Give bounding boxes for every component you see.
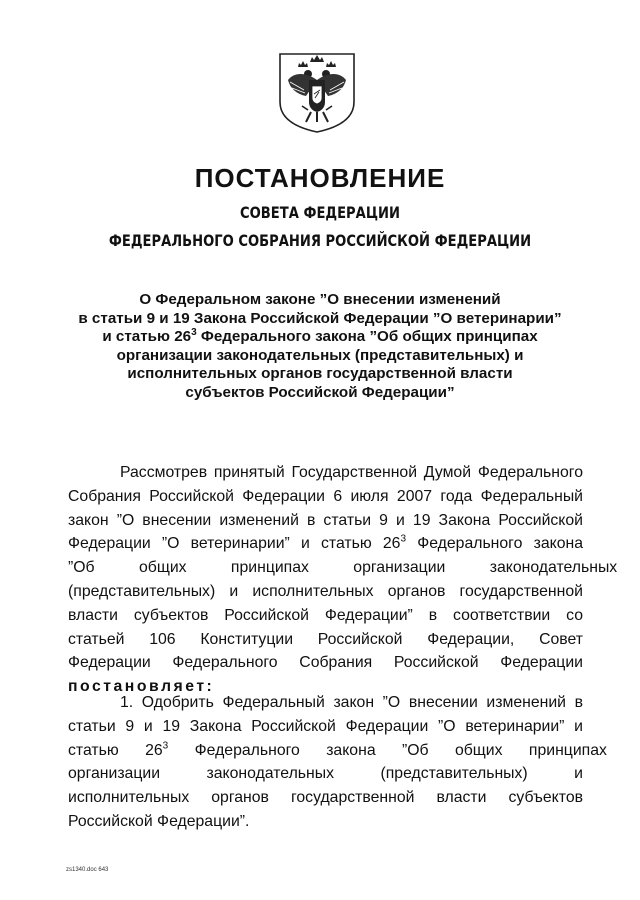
paragraph-line: исполнительных органов государственной власти субъектов (68, 789, 583, 807)
paragraph-line: (представительных) и исполнительных органов государственной (68, 582, 583, 600)
document-subtitle-assembly: ФЕДЕРАЛЬНОГО СОБРАНИЯ РОССИЙСКОЙ ФЕДЕРАЦИИ (108, 231, 532, 250)
heading-line: организации законодательных (представительных) и (116, 346, 524, 364)
paragraph-line: организации законодательных (представительных) и (68, 765, 583, 783)
paragraph-line: власти субъектов Российской Федерации” в соответствии со (68, 606, 583, 624)
paragraph-line: Федерации Федерального Собрания Российской Федерации (68, 654, 583, 672)
paragraph-line: 1. Одобрить Федеральный закон ”О внесении изменений в (120, 694, 583, 711)
resolution-item-1 (68, 691, 607, 834)
preamble-paragraph (68, 461, 618, 699)
document-file-code: zs1340.doc 643 (66, 867, 109, 873)
russian-coat-of-arms-icon (276, 50, 358, 134)
heading-line: и статью $26^3$ Федерального закона ”Об общих принципах (102, 327, 538, 346)
paragraph-line: Собрания Российской Федерации 6 июля 2007 года Федеральный (68, 487, 583, 505)
paragraph-line: закон ”О внесении изменений в статьи 9 и 19 Закона Российской (68, 511, 583, 529)
heading-line: субъектов Российской Федерации” (185, 383, 455, 401)
heading-line: исполнительных органов государственной власти (127, 365, 513, 383)
paragraph-line: Рассмотрев принятый Государственной Думой Федерального (120, 464, 583, 481)
heading-line: О Федеральном законе ”О внесении изменений (139, 291, 501, 308)
paragraph-line: Российской Федерации”. (68, 812, 250, 830)
resolution-verb: постановляет: (68, 678, 215, 696)
document-subtitle-council: СОВЕТА ФЕДЕРАЦИИ (240, 203, 400, 222)
paragraph-line: Федерации ”О ветеринарии” и статью $26^3$ Федерального закона (68, 534, 583, 553)
document-title: ПОСТАНОВЛЕНИЕ (194, 163, 446, 193)
paragraph-line: статьи 9 и 19 Закона Российской Федерации ”О ветеринарии” и (68, 717, 583, 735)
paragraph-line: статьей 106 Конституции Российской Федерации, Совет (68, 630, 583, 648)
paragraph-line: статью $26^3$ Федерального закона ”Об общих принципах (68, 740, 607, 759)
paragraph-line: ”Об общих принципах организации законодательных (68, 559, 618, 577)
heading-line: в статьи 9 и 19 Закона Российской Федерации ”О ветеринарии” (78, 309, 562, 327)
resolution-heading (50, 291, 590, 403)
